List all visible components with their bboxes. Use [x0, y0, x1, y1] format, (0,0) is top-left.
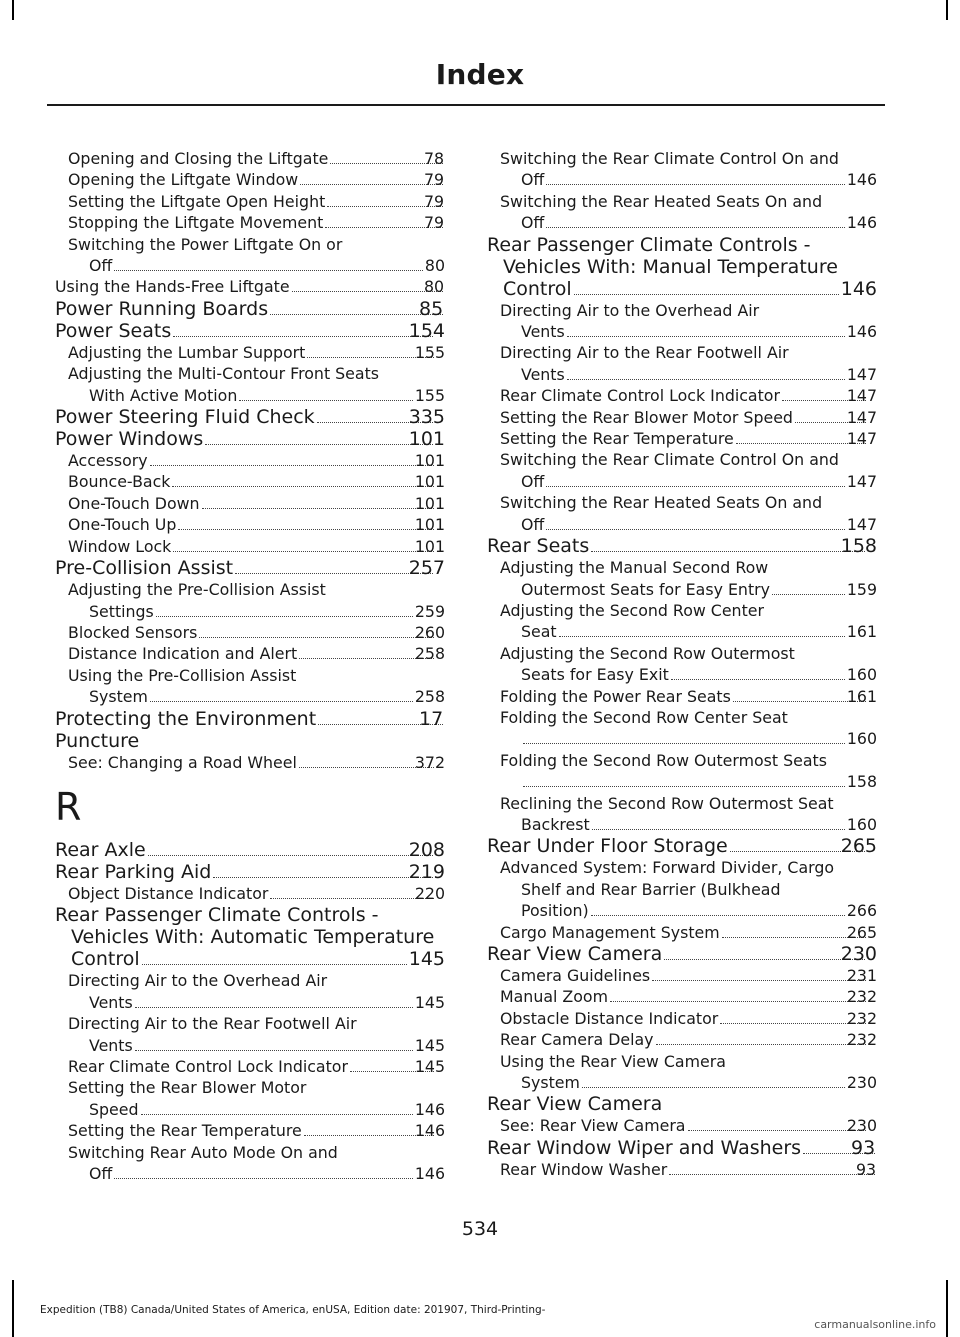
entry-label: Off	[521, 213, 545, 233]
entry-label-line1: Folding the Second Row Center Seat	[500, 707, 788, 727]
index-heading: Puncture	[55, 729, 140, 752]
index-entry: Rear Window Washer 93	[500, 1159, 877, 1179]
index-entry	[68, 1120, 445, 1141]
entry-label: See: Rear View Camera	[500, 1116, 686, 1136]
index-entry-multiline	[55, 1142, 445, 1185]
page-ref: 146	[846, 322, 877, 342]
header-rule	[47, 104, 885, 106]
page-ref: 147	[846, 429, 877, 449]
index-entry	[500, 364, 877, 385]
entry-label: Speed	[89, 1099, 139, 1119]
index-entry-multiline	[487, 557, 877, 600]
entry-label: One-Touch Up	[68, 515, 177, 535]
page-ref: 145	[414, 1035, 445, 1055]
page-ref: 230	[846, 1116, 877, 1136]
entry-label-line1: Adjusting the Second Row Center	[500, 600, 764, 620]
page-ref: 160	[846, 729, 877, 749]
index-entry	[500, 1008, 877, 1029]
entry-label: Rear Window Washer	[500, 1159, 668, 1179]
entry-label: Power Seats	[55, 319, 172, 342]
dot-leader	[142, 964, 407, 965]
entry-label: Rear View Camera	[487, 943, 663, 965]
dot-leader	[669, 1174, 875, 1175]
dot-leader	[199, 637, 434, 638]
index-entry: Stopping the Liftgate Movement 79	[68, 213, 445, 233]
entry-label-line1: Reclining the Second Row Outermost Seat	[500, 793, 834, 813]
entry-label-line1: Using the Rear View Camera	[500, 1051, 726, 1071]
entry-label: Stopping the Liftgate Movement	[68, 213, 324, 233]
entry-label: Rear Window Wiper and Washers	[487, 1136, 802, 1159]
entry-label: Camera Guidelines	[500, 966, 651, 985]
index-entry-multiline	[55, 970, 445, 1013]
page-ref: 146	[840, 277, 877, 300]
page-ref: 208	[408, 838, 445, 861]
index-entry	[68, 622, 445, 643]
entry-label-line1: Switching the Rear Climate Control On and	[500, 450, 839, 470]
entry-label-line1: Using the Pre-Collision Assist	[68, 665, 297, 685]
entry-label: Vents	[521, 364, 565, 384]
entry-label: Protecting the Environment	[55, 707, 317, 730]
page-ref: 265	[840, 835, 877, 858]
entry-label: Setting the Rear Blower Motor Speed	[500, 407, 793, 427]
index-entry-multiline	[487, 600, 877, 643]
entry-label: Power Steering Fluid Check	[55, 406, 315, 429]
index-entry-multiline	[55, 234, 445, 277]
index-entry	[68, 883, 445, 904]
page-ref: 101	[414, 472, 445, 492]
page-ref: 146	[846, 170, 877, 190]
index-entry: Using the Hands-Free Liftgate 80	[55, 277, 445, 297]
index-entry	[68, 514, 445, 535]
index-entry-multiline	[487, 750, 877, 793]
dot-leader	[141, 1114, 413, 1115]
entry-label: With Active Motion	[89, 385, 238, 405]
dot-leader	[300, 184, 443, 185]
index-entry-multiline	[55, 1013, 445, 1056]
entry-label-line2: Shelf and Rear Barrier (Bulkhead	[521, 879, 781, 899]
entry-label: Off	[89, 1164, 113, 1183]
index-entry: Power Running Boards 85	[55, 297, 444, 320]
page-ref: 145	[414, 992, 445, 1012]
index-entry	[500, 728, 877, 749]
index-entry-multiline	[487, 342, 877, 385]
index-entry	[500, 471, 877, 492]
entry-label: Cargo Management System	[500, 922, 720, 942]
page-ref: 101	[414, 451, 445, 471]
entry-label-line1: Directing Air to the Overhead Air	[68, 971, 328, 991]
index-entry-multiline	[487, 857, 877, 921]
dot-leader	[202, 508, 434, 509]
dot-leader	[292, 291, 443, 292]
entry-label-line1: Directing Air to the Rear Footwell Air	[68, 1014, 357, 1034]
entry-label-line1: Switching the Rear Climate Control On and	[500, 149, 839, 168]
index-entry	[55, 839, 445, 861]
footer-edition: Expedition (TB8) Canada/United States of America, enUSA, Edition date: 201907, Third-Printing-	[40, 1304, 546, 1316]
page-ref: 231	[846, 966, 877, 985]
index-entry: Rear Window Wiper and Washers 93	[487, 1136, 876, 1159]
entry-label: Off	[521, 170, 545, 190]
dot-leader	[299, 767, 434, 768]
index-entry	[55, 406, 445, 428]
index-entry	[68, 536, 445, 557]
entry-label: Folding the Power Rear Seats	[500, 686, 731, 706]
crop-mark-top-left	[12, 0, 14, 20]
index-entry-multiline	[487, 793, 877, 836]
index-entry	[500, 900, 877, 921]
entry-label: Rear Climate Control Lock Indicator	[500, 386, 780, 406]
index-entry	[500, 579, 877, 600]
index-entry: Protecting the Environment 17	[55, 707, 444, 730]
index-entry	[500, 428, 877, 449]
page-ref: 232	[846, 1008, 877, 1028]
dot-leader	[559, 636, 845, 637]
entry-label: Rear Seats	[487, 535, 590, 558]
page-title: Index	[435, 58, 525, 91]
entry-label: Rear Climate Control Lock Indicator	[68, 1056, 348, 1076]
page-ref: 258	[414, 687, 445, 707]
dot-leader	[591, 551, 864, 552]
entry-label: Adjusting the Lumbar Support	[68, 342, 306, 362]
page-ref: 265	[846, 922, 877, 942]
watermark: carmanualsonline.info	[814, 1318, 936, 1331]
dot-leader	[150, 465, 434, 466]
index-entry-multiline	[487, 643, 877, 686]
entry-label-line2: Vehicles With: Automatic Temperature	[71, 926, 435, 949]
index-entry	[500, 771, 877, 792]
entry-label-line1: Switching Rear Auto Mode On and	[68, 1142, 338, 1162]
index-entry-multiline	[487, 148, 877, 191]
index-entry	[55, 861, 445, 883]
page-ref: 258	[414, 644, 445, 664]
page-ref: 147	[846, 514, 877, 534]
page-ref: 158	[846, 772, 877, 792]
page-ref: 372	[414, 752, 445, 772]
page-ref: 80	[424, 256, 445, 276]
entry-label-line1: Folding the Second Row Outermost Seats	[500, 750, 827, 770]
index-entry-multiline	[55, 904, 445, 970]
entry-label: Object Distance Indicator	[68, 883, 269, 903]
dot-leader	[135, 1007, 413, 1008]
entry-label: Seat	[521, 622, 557, 642]
dot-leader	[720, 1023, 866, 1024]
page-ref: 158	[840, 535, 877, 558]
dot-leader	[213, 877, 432, 878]
page-ref: 159	[846, 579, 877, 599]
page-ref: 146	[414, 1099, 445, 1119]
dot-leader	[270, 898, 433, 899]
page-ref: 155	[414, 342, 445, 362]
entry-label: Obstacle Distance Indicator	[500, 1008, 719, 1028]
dot-leader	[270, 314, 443, 315]
page-ref: 101	[414, 493, 445, 513]
index-entry-multiline	[55, 363, 445, 406]
page-ref: 154	[408, 319, 445, 342]
entry-label-line1: Switching the Rear Heated Seats On and	[500, 493, 823, 513]
entry-label: Settings	[89, 601, 154, 621]
index-entry	[500, 1029, 877, 1050]
dot-leader	[150, 701, 413, 702]
index-entry	[68, 493, 445, 514]
entry-label: Vents	[89, 992, 133, 1012]
index-entry-multiline	[487, 449, 877, 492]
dot-leader	[610, 1001, 866, 1002]
index-entry	[487, 943, 877, 965]
index-entry	[487, 278, 877, 300]
index-entry	[55, 428, 445, 450]
entry-label: Pre-Collision Assist	[55, 557, 234, 580]
page-ref: 145	[408, 948, 445, 971]
dot-leader	[114, 1178, 413, 1179]
entry-label: Opening and Closing the Liftgate	[68, 149, 329, 168]
index-entry	[68, 471, 445, 492]
entry-label: Setting the Rear Temperature	[68, 1121, 302, 1141]
index-entry	[500, 986, 877, 1007]
entry-label: Seats for Easy Exit	[521, 665, 669, 685]
section-letter: R	[55, 784, 82, 829]
dot-leader	[733, 701, 866, 702]
page-ref: 230	[846, 1073, 877, 1093]
dot-leader	[173, 336, 433, 337]
entry-label-line2: Vehicles With: Manual Temperature	[503, 255, 838, 278]
page-ref: 147	[846, 364, 877, 384]
page-ref: 260	[414, 622, 445, 642]
index-entry: Setting the Liftgate Open Height 79	[68, 191, 445, 211]
page-ref: 160	[846, 665, 877, 685]
page-ref: 161	[846, 622, 877, 642]
dot-leader	[664, 959, 865, 960]
index-entry	[68, 1035, 445, 1056]
entry-label: Outermost Seats for Easy Entry	[521, 579, 770, 599]
index-entry: Opening the Liftgate Window 79	[68, 170, 445, 190]
entry-label: Rear Camera Delay	[500, 1030, 654, 1050]
entry-label-line1: Directing Air to the Overhead Air	[500, 300, 760, 320]
dot-leader	[156, 616, 413, 617]
dot-leader	[178, 529, 433, 530]
dot-leader	[591, 915, 845, 916]
dot-leader	[546, 486, 845, 487]
entry-label: Power Running Boards	[55, 297, 269, 320]
page-ref: 147	[846, 471, 877, 491]
index-entry-multiline	[55, 665, 445, 708]
page-ref: 232	[846, 987, 877, 1007]
entry-label: Control	[71, 948, 140, 971]
crop-mark-top-right	[946, 0, 948, 20]
dot-leader	[135, 1050, 413, 1051]
entry-label: Accessory	[68, 451, 148, 471]
dot-leader	[592, 829, 845, 830]
entry-label-line1: Setting the Rear Blower Motor	[68, 1078, 307, 1098]
dot-leader	[546, 529, 845, 530]
index-entry	[500, 1115, 877, 1136]
page-ref: 160	[846, 814, 877, 834]
entry-label-line1: Rear Passenger Climate Controls -	[55, 904, 379, 927]
page-ref: 266	[846, 901, 877, 921]
dot-leader	[567, 336, 845, 337]
dot-leader	[772, 594, 845, 595]
page-ref: 230	[840, 943, 877, 965]
index-entry-multiline	[55, 579, 445, 622]
entry-label: Bounce-Back	[68, 472, 171, 492]
entry-label: One-Touch Down	[68, 493, 200, 513]
page-ref: 155	[414, 385, 445, 405]
index-entry	[500, 407, 877, 428]
page-number: 534	[461, 1218, 499, 1240]
page-ref: 147	[846, 407, 877, 427]
entry-label: Blocked Sensors	[68, 622, 198, 642]
dot-leader	[671, 679, 845, 680]
dot-leader	[239, 400, 413, 401]
index-entry	[500, 1072, 877, 1093]
crop-mark-bottom-left	[12, 1280, 14, 1337]
index-heading: Rear View Camera	[487, 1093, 663, 1116]
page-ref: 161	[846, 686, 877, 706]
page-ref: 146	[414, 1121, 445, 1141]
entry-label: Using the Hands-Free Liftgate	[55, 277, 290, 297]
entry-label-line1: Advanced System: Forward Divider, Cargo	[500, 858, 835, 878]
index-entry	[68, 255, 445, 276]
index-entry	[68, 601, 445, 622]
entry-label: Window Lock	[68, 536, 172, 556]
index-entry	[68, 1163, 445, 1184]
dot-leader	[652, 980, 866, 981]
entry-label: Off	[89, 256, 113, 276]
dot-leader	[546, 227, 845, 228]
page-ref: 146	[414, 1164, 445, 1183]
dot-leader	[722, 937, 866, 938]
index-entry	[55, 320, 445, 342]
entry-label: Off	[521, 471, 545, 491]
entry-label-line1: Switching the Rear Heated Seats On and	[500, 191, 823, 211]
entry-label: Setting the Liftgate Open Height	[68, 191, 326, 211]
entry-label-line1: Adjusting the Second Row Outermost	[500, 643, 795, 663]
index-entry	[500, 814, 877, 835]
entry-label: See: Changing a Road Wheel	[68, 752, 297, 772]
index-entry-multiline	[55, 1077, 445, 1120]
page-ref: 335	[408, 406, 445, 429]
index-entry	[487, 835, 877, 857]
index-entry	[68, 752, 445, 773]
index-entry	[55, 948, 445, 970]
index-entry-multiline	[487, 1051, 877, 1094]
entry-label: Backrest	[521, 814, 590, 834]
index-entry-multiline	[487, 191, 877, 234]
entry-label: Rear Parking Aid	[55, 860, 212, 883]
index-entry	[68, 686, 445, 707]
entry-label-line1: Switching the Power Liftgate On or	[68, 234, 343, 254]
index-entry	[68, 992, 445, 1013]
dot-leader	[567, 379, 845, 380]
dot-leader	[172, 486, 433, 487]
entry-label: Control	[503, 277, 572, 300]
index-entry	[487, 535, 877, 557]
page-ref: 101	[414, 515, 445, 535]
index-entry-multiline	[487, 492, 877, 535]
page-ref: 220	[414, 883, 445, 903]
page-ref: 101	[408, 428, 445, 451]
entry-label-line1: Adjusting the Manual Second Row	[500, 558, 769, 578]
entry-label-line1: Adjusting the Pre-Collision Assist	[68, 580, 326, 600]
page-ref: 146	[846, 213, 877, 233]
dot-leader	[546, 184, 845, 185]
dot-leader	[688, 1130, 866, 1131]
index-entry	[68, 1099, 445, 1120]
dot-leader	[205, 444, 432, 445]
dot-leader	[523, 743, 845, 744]
page-ref: 259	[414, 601, 445, 621]
index-column-left	[55, 148, 445, 1184]
index-entry: Opening and Closing the Liftgate 78	[68, 149, 445, 168]
page-ref: 145	[414, 1056, 445, 1076]
entry-label: System	[521, 1073, 580, 1093]
index-entry	[55, 557, 445, 579]
dot-leader	[235, 573, 433, 574]
index-entry	[68, 450, 445, 471]
crop-mark-bottom-right	[946, 1280, 948, 1337]
entry-label: System	[89, 687, 148, 707]
entry-label: Vents	[89, 1035, 133, 1055]
dot-leader	[299, 658, 434, 659]
entry-label: Setting the Rear Temperature	[500, 429, 734, 449]
index-entry	[500, 321, 877, 342]
index-entry-multiline	[487, 707, 877, 750]
dot-leader	[574, 294, 839, 295]
index-entry	[68, 643, 445, 664]
dot-leader	[582, 1087, 845, 1088]
index-entry	[68, 342, 445, 363]
page-ref: 101	[414, 536, 445, 556]
index-entry	[500, 621, 877, 642]
entry-label-line1: Rear Passenger Climate Controls -	[487, 233, 811, 256]
page-ref: 147	[846, 386, 877, 406]
dot-leader	[114, 270, 423, 271]
index-entry	[68, 385, 445, 406]
dot-leader	[656, 1044, 866, 1045]
index-entry	[500, 514, 877, 535]
entry-label: Power Windows	[55, 428, 204, 451]
index-entry-multiline	[487, 300, 877, 343]
entry-label-line1: Directing Air to the Rear Footwell Air	[500, 343, 789, 363]
index-entry	[500, 965, 877, 986]
entry-label: Distance Indication and Alert	[68, 644, 298, 664]
index-entry-multiline	[487, 234, 877, 300]
entry-label: Rear Under Floor Storage	[487, 835, 728, 858]
index-entry	[500, 922, 877, 943]
index-entry	[500, 212, 877, 233]
index-entry	[500, 169, 877, 190]
index-column-right	[487, 148, 877, 1180]
dot-leader	[148, 855, 433, 856]
entry-label: Rear Axle	[55, 838, 146, 861]
entry-label: Manual Zoom	[500, 987, 608, 1007]
entry-label: Vents	[521, 322, 565, 342]
index-entry	[500, 385, 877, 406]
page-ref: 257	[408, 557, 445, 580]
index-entry	[500, 664, 877, 685]
dot-leader	[173, 551, 434, 552]
entry-label: Off	[521, 514, 545, 534]
entry-label: Opening the Liftgate Window	[68, 170, 299, 190]
dot-leader	[523, 786, 845, 787]
index-entry	[500, 686, 877, 707]
index-entry	[68, 1056, 445, 1077]
entry-label-line1: Adjusting the Multi-Contour Front Seats	[68, 364, 380, 384]
entry-label: Position)	[521, 901, 589, 921]
page-ref: 232	[846, 1030, 877, 1050]
page-ref: 219	[408, 860, 445, 883]
